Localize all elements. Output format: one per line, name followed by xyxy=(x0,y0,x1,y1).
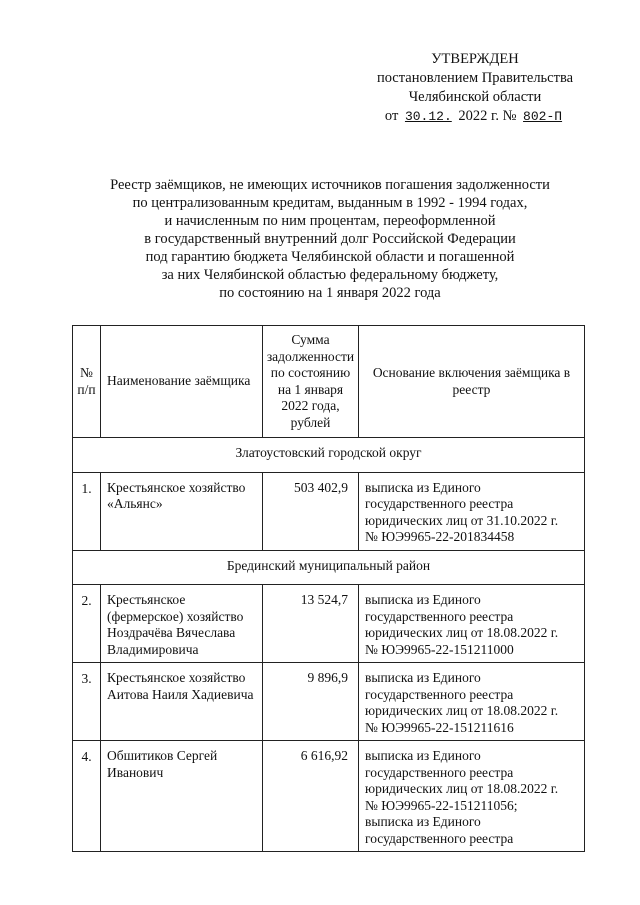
basis-line: государственного реестра xyxy=(365,496,514,511)
basis-line: выписка из Единого xyxy=(365,670,481,685)
debt-amount: 13 524,7 xyxy=(263,585,359,663)
basis-line: государственного реестра xyxy=(365,830,514,846)
title-line: в государственный внутренний долг Российской Федерации xyxy=(144,231,516,247)
inclusion-basis xyxy=(359,741,585,852)
section-row xyxy=(73,550,585,585)
basis-line: № ЮЭ9965-22-151211000 xyxy=(365,641,514,657)
row-number: 3. xyxy=(73,663,101,741)
basis-line: государственного реестра xyxy=(365,764,514,780)
approval-heading: УТВЕРЖДЕН xyxy=(431,51,519,67)
debt-amount: 503 402,9 xyxy=(263,472,359,550)
title-line: Реестр заёмщиков, не имеющих источников погашения задолженности xyxy=(110,177,550,193)
table-row xyxy=(73,741,585,852)
inclusion-basis xyxy=(359,663,585,741)
borrower-name: Обшитиков Сергей Иванович xyxy=(101,741,263,852)
basis-line: выписка из Единого xyxy=(365,748,481,763)
basis-line: № ЮЭ9965-22-151211616 xyxy=(365,719,514,735)
header-sum: Сумма задолженности по состоянию на 1 января 2022 года, рублей xyxy=(263,326,359,438)
approval-date-line xyxy=(360,107,590,126)
handwritten-number: 802-П xyxy=(523,109,563,124)
borrower-name: Крестьянское (фермерское) хозяйство Ноздрачёва Вячеслава Владимировича xyxy=(101,585,263,663)
section-title: Брединский муниципальный район xyxy=(73,550,585,585)
basis-line: № ЮЭ9965-22-151211056; xyxy=(365,797,518,813)
basis-line: юридических лиц от 31.10.2022 г. xyxy=(365,512,559,528)
debt-amount: 6 616,92 xyxy=(263,741,359,852)
basis-line: № ЮЭ9965-22-201834458 xyxy=(365,529,515,544)
basis-line: юридических лиц от 18.08.2022 г. xyxy=(365,703,559,718)
title-line: и начисленным по ним процентам, переоформленной xyxy=(164,213,496,229)
borrower-name: Крестьянское хозяйство «Альянс» xyxy=(101,472,263,550)
basis-line: выписка из Единого xyxy=(365,814,481,829)
basis-line: юридических лиц от 18.08.2022 г. xyxy=(365,625,559,640)
table-row xyxy=(73,472,585,550)
title-line: за них Челябинской областью федеральному бюджету, xyxy=(161,267,499,283)
basis-line: государственного реестра xyxy=(365,686,514,702)
row-number: 2. xyxy=(73,585,101,663)
section-title: Златоустовский городской округ xyxy=(73,438,585,473)
borrower-name: Крестьянское хозяйство Аитова Наиля Хадиевича xyxy=(101,663,263,741)
basis-line: юридических лиц от 18.08.2022 г. xyxy=(365,781,559,796)
row-number: 4. xyxy=(73,741,101,852)
approval-line: Челябинской области xyxy=(408,89,542,105)
document-title xyxy=(80,176,580,302)
row-number: 1. xyxy=(73,472,101,550)
registry-table xyxy=(72,325,585,852)
section-row xyxy=(73,438,585,473)
date-prefix: от xyxy=(384,108,399,124)
table-row xyxy=(73,585,585,663)
debt-amount: 9 896,9 xyxy=(263,663,359,741)
header-name: Наименование заёмщика xyxy=(101,326,263,438)
approval-line: постановлением Правительства xyxy=(376,70,574,86)
inclusion-basis xyxy=(359,585,585,663)
inclusion-basis xyxy=(359,472,585,550)
table-row xyxy=(73,663,585,741)
date-suffix: 2022 г. № xyxy=(458,108,517,124)
approval-block xyxy=(360,50,590,126)
basis-line: выписка из Единого xyxy=(365,479,481,495)
title-line: под гарантию бюджета Челябинской области и погашенной xyxy=(145,249,515,265)
handwritten-date: 30.12. xyxy=(404,109,452,124)
title-line: по состоянию на 1 января 2022 года xyxy=(219,285,441,301)
table-header-row xyxy=(73,326,585,438)
basis-line: государственного реестра xyxy=(365,608,514,624)
basis-line: выписка из Единого xyxy=(365,592,481,607)
header-basis: Основание включения заёмщика в реестр xyxy=(359,326,585,438)
header-num: № п/п xyxy=(73,326,101,438)
title-line: по централизованным кредитам, выданным в 1992 - 1994 годах, xyxy=(132,195,528,211)
